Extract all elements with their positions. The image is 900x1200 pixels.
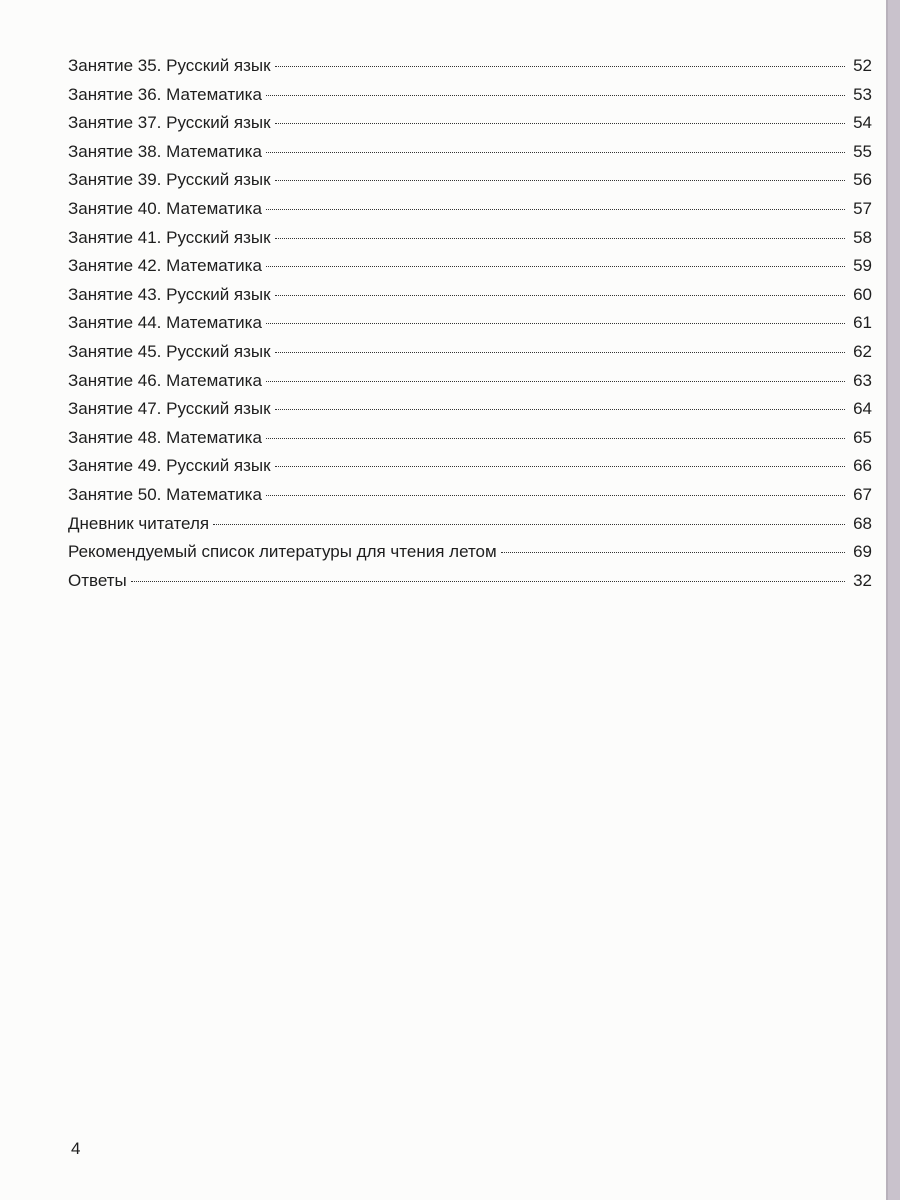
toc-dot-leader <box>275 295 845 296</box>
toc-entry-title: Занятие 40. Математика <box>68 198 262 218</box>
toc-entry-title: Занятие 45. Русский язык <box>68 341 271 361</box>
table-of-contents <box>68 56 872 599</box>
toc-dot-leader <box>266 323 845 324</box>
toc-dot-leader <box>266 209 845 210</box>
toc-entry <box>68 285 872 314</box>
toc-entry-title: Занятие 42. Математика <box>68 256 262 276</box>
toc-entry <box>68 56 872 85</box>
toc-entry-title: Занятие 48. Математика <box>68 427 262 447</box>
toc-entry-page: 54 <box>853 113 872 133</box>
toc-dot-leader <box>213 524 845 525</box>
toc-dot-leader <box>266 381 845 382</box>
toc-entry-title: Занятие 35. Русский язык <box>68 56 271 75</box>
toc-entry <box>68 399 872 428</box>
toc-entry-title: Дневник читателя <box>68 513 210 533</box>
toc-entry-title: Занятие 46. Математика <box>68 370 262 390</box>
toc-entry-page: 64 <box>853 399 872 419</box>
toc-dot-leader <box>275 352 845 353</box>
toc-entry <box>68 142 872 171</box>
toc-entry-title: Занятие 37. Русский язык <box>68 113 271 133</box>
toc-entry-title: Занятие 41. Русский язык <box>68 227 271 247</box>
toc-entry-page: 60 <box>853 284 872 304</box>
toc-entry-title: Занятие 44. Математика <box>68 313 262 333</box>
toc-entry <box>68 371 872 400</box>
toc-dot-leader <box>266 95 845 96</box>
toc-dot-leader <box>266 152 845 153</box>
toc-entry-page: 32 <box>853 570 872 590</box>
toc-entry <box>68 571 872 600</box>
toc-dot-leader <box>131 581 845 582</box>
toc-entry <box>68 113 872 142</box>
toc-entry <box>68 256 872 285</box>
toc-entry-page: 59 <box>853 256 872 276</box>
toc-entry-page: 66 <box>853 456 872 476</box>
toc-entry-title: Занятие 49. Русский язык <box>68 456 271 476</box>
toc-entry-page: 57 <box>853 198 872 218</box>
toc-entry-page: 67 <box>853 484 872 504</box>
toc-entry-page: 53 <box>853 84 872 104</box>
toc-dot-leader <box>266 266 845 267</box>
toc-entry-title: Занятие 47. Русский язык <box>68 399 271 419</box>
toc-dot-leader <box>266 438 845 439</box>
toc-entry-page: 69 <box>853 542 872 562</box>
toc-entry <box>68 228 872 257</box>
toc-dot-leader <box>266 495 845 496</box>
toc-entry-title: Ответы <box>68 570 127 590</box>
toc-entry <box>68 485 872 514</box>
toc-entry-title: Занятие 38. Математика <box>68 141 262 161</box>
toc-entry-page: 58 <box>853 227 872 247</box>
toc-entry-page: 55 <box>853 141 872 161</box>
toc-entry-page: 52 <box>853 56 872 75</box>
toc-entry-page: 62 <box>853 341 872 361</box>
toc-dot-leader <box>275 466 845 467</box>
toc-entry <box>68 342 872 371</box>
toc-dot-leader <box>275 66 845 67</box>
toc-entry-page: 68 <box>853 513 872 533</box>
page-number: 4 <box>71 1139 81 1158</box>
toc-entry <box>68 170 872 199</box>
toc-entry <box>68 85 872 114</box>
toc-dot-leader <box>275 238 845 239</box>
toc-entry-title: Рекомендуемый список литературы для чтения летом <box>68 542 497 562</box>
toc-dot-leader <box>275 180 845 181</box>
toc-entry <box>68 313 872 342</box>
toc-dot-leader <box>501 552 845 553</box>
toc-entry <box>68 542 872 571</box>
toc-entry <box>68 514 872 543</box>
toc-entry-title: Занятие 39. Русский язык <box>68 170 271 190</box>
toc-entry-page: 56 <box>853 170 872 190</box>
toc-entry-page: 61 <box>853 313 872 333</box>
toc-entry <box>68 199 872 228</box>
toc-entry-title: Занятие 50. Математика <box>68 484 262 504</box>
toc-entry-page: 65 <box>853 427 872 447</box>
toc-entry <box>68 456 872 485</box>
toc-entry-title: Занятие 36. Математика <box>68 84 262 104</box>
toc-entry-title: Занятие 43. Русский язык <box>68 284 271 304</box>
toc-entry-page: 63 <box>853 370 872 390</box>
toc-dot-leader <box>275 409 845 410</box>
toc-entry <box>68 428 872 457</box>
toc-dot-leader <box>275 123 845 124</box>
